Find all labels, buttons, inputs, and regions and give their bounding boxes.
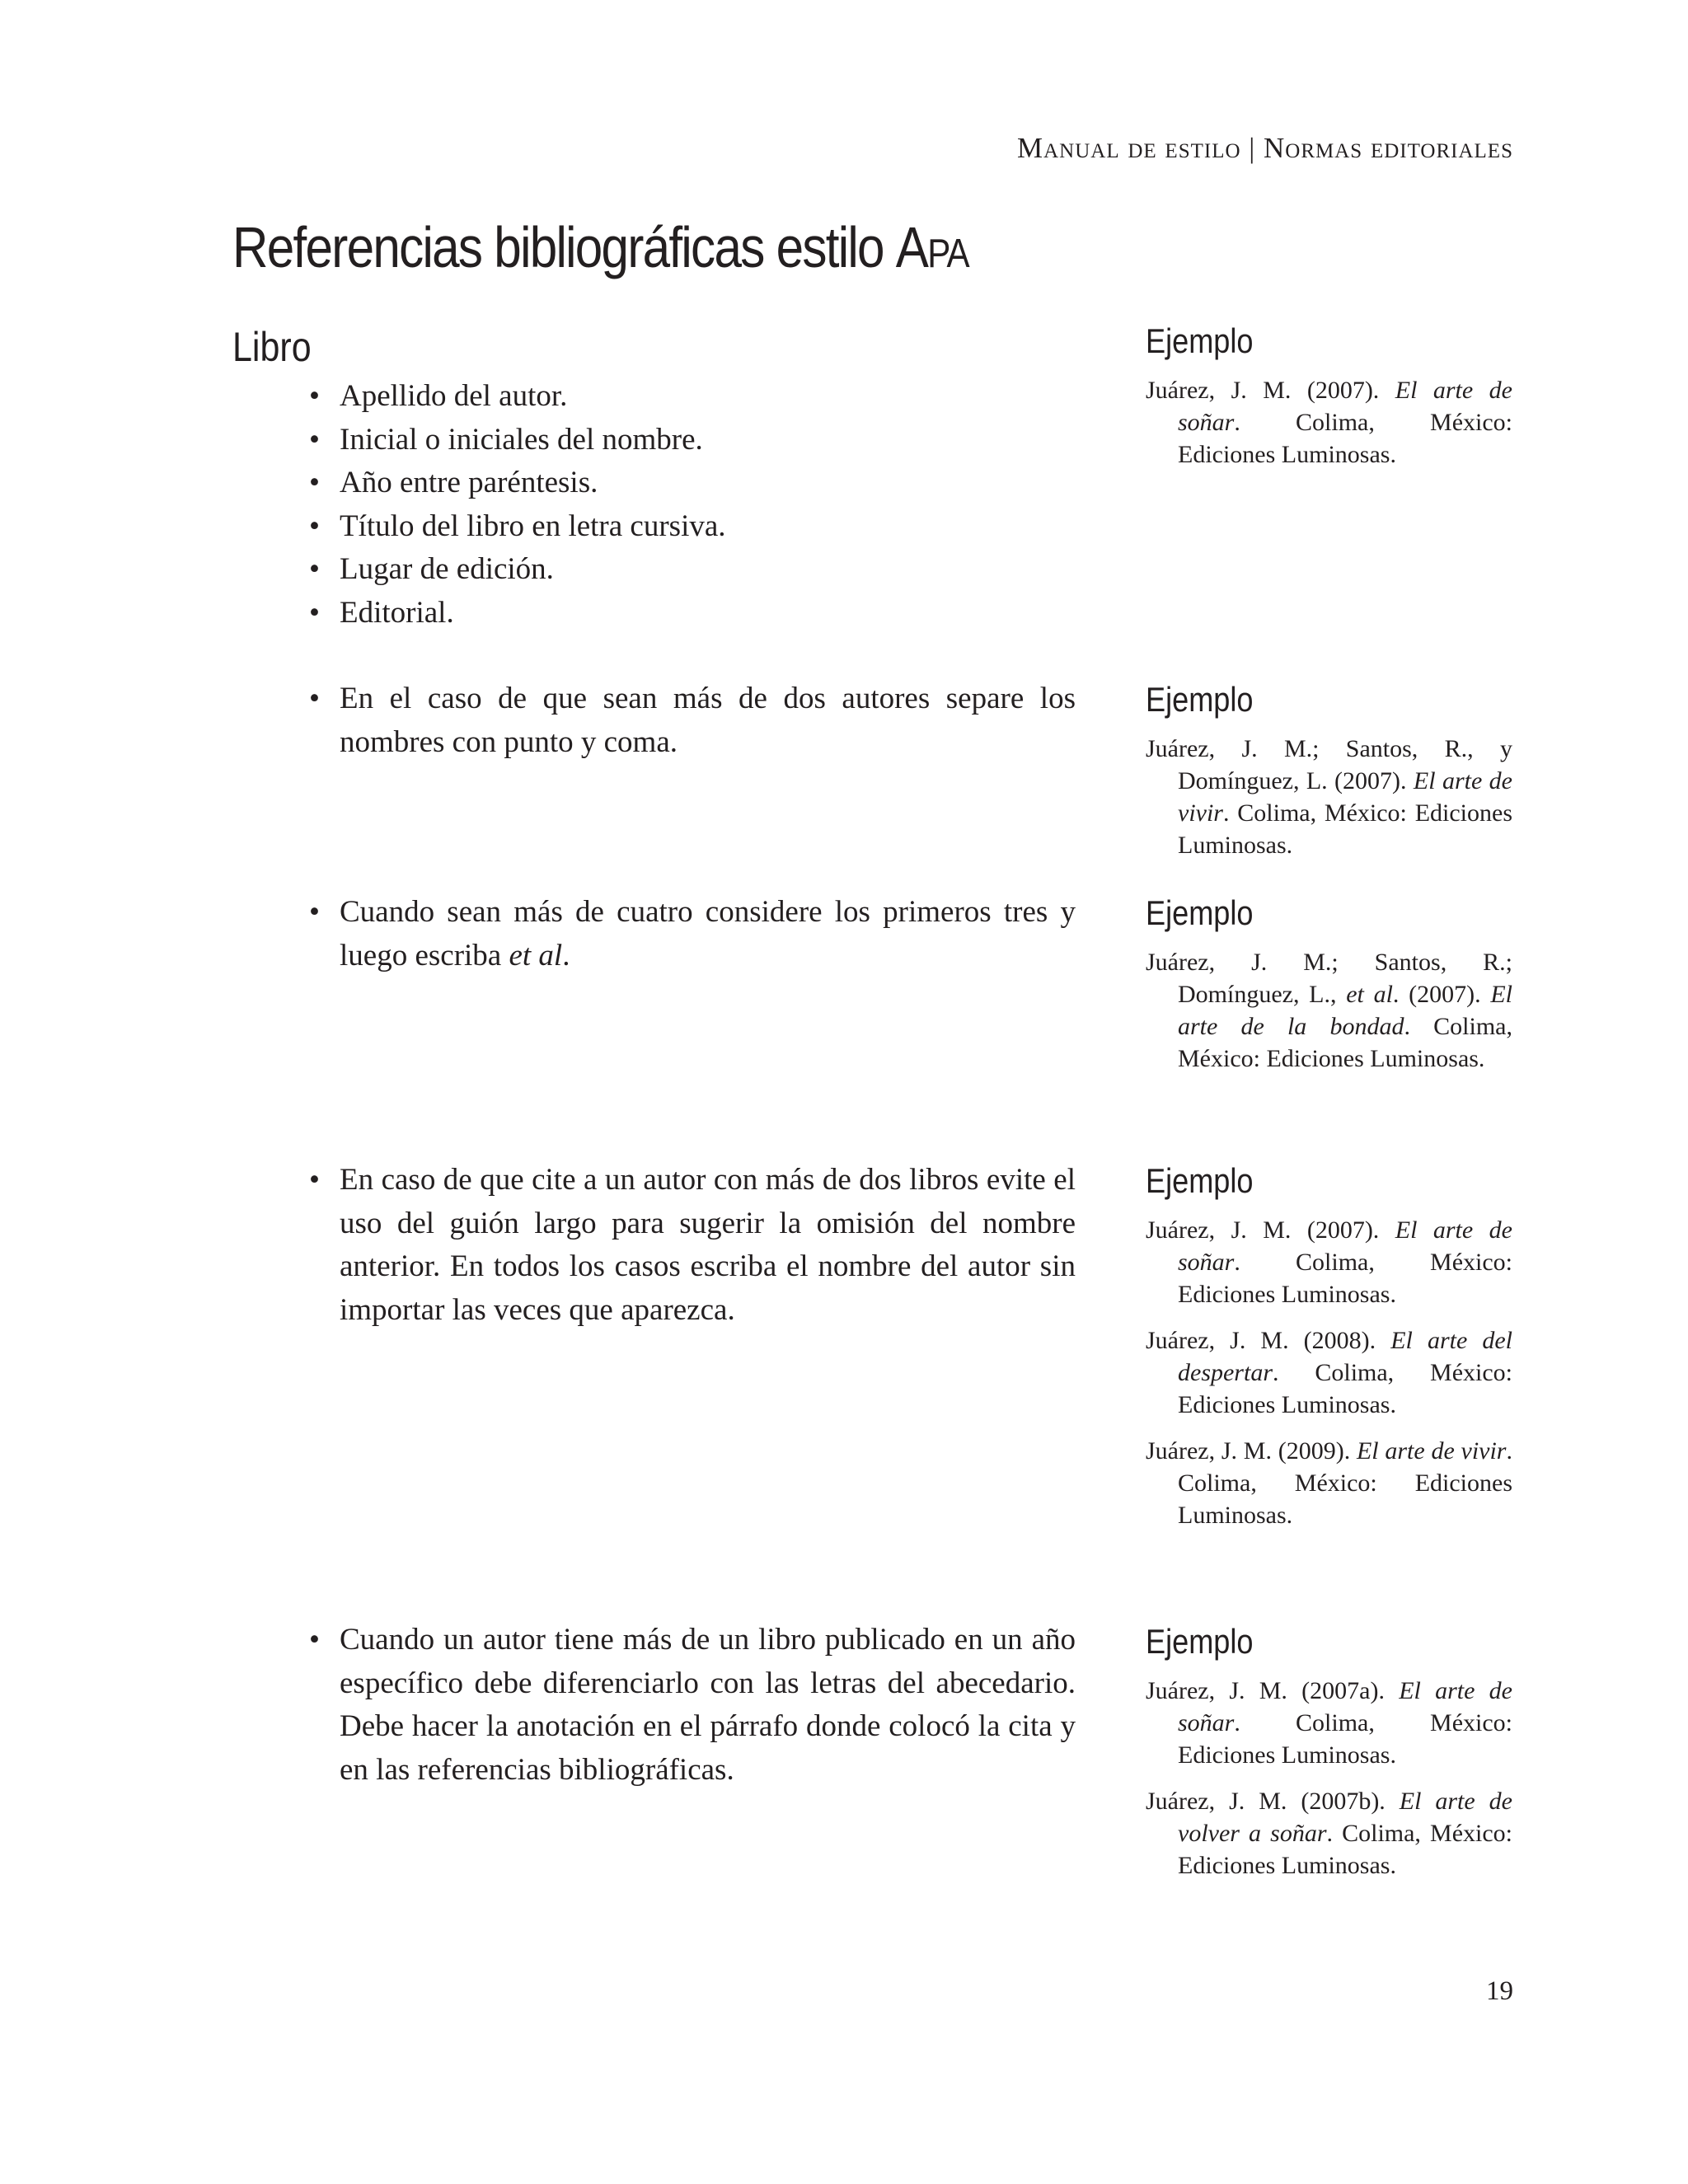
rule-list-3 xyxy=(309,1159,1076,1332)
ref-text: Juárez, J. M. (2007). xyxy=(1146,377,1395,404)
basic-bullet-list xyxy=(309,375,1076,635)
list-item: • Editorial. xyxy=(309,592,1076,635)
title-small-caps: Apa xyxy=(895,215,968,279)
list-item: • Inicial o iniciales del nombre. xyxy=(309,419,1076,462)
example-heading: Ejemplo xyxy=(1146,1161,1254,1200)
ref-title: El arte del despertar xyxy=(1178,1327,1512,1386)
ref-text: . Colima, México: Ediciones Luminosas. xyxy=(1178,409,1512,468)
running-head: Manual de estilo | Normas editoriales xyxy=(1016,132,1513,164)
ref-text: . Colima, México: Ediciones Luminosas. xyxy=(1178,1820,1512,1879)
page-number: 19 xyxy=(1486,1976,1513,2006)
ref-text: Juárez, J. M.; Santos, R., y Domínguez, L. (2007). xyxy=(1146,735,1512,794)
ref-text: . Colima, México: Ediciones Luminosas. xyxy=(1178,1249,1512,1308)
example-block-2 xyxy=(1146,678,1512,875)
rule-list-1 xyxy=(309,677,1076,764)
ref-text: Juárez, J. M. (2009). xyxy=(1146,1437,1357,1465)
example-block-5 xyxy=(1146,1620,1512,1896)
list-item: • Apellido del autor. xyxy=(309,375,1076,419)
ref-title: El arte de vivir xyxy=(1178,767,1512,827)
ref-text: . (2007). xyxy=(1392,981,1491,1008)
rule-item: • En el caso de que sean más de dos autores separe los nombres con punto y coma. xyxy=(309,677,1076,764)
example-heading: Ejemplo xyxy=(1146,893,1254,932)
title-main: Referencias bibliográficas estilo xyxy=(232,215,896,279)
ref-text: Juárez, J. M. (2007a). xyxy=(1146,1677,1400,1704)
rule-item: • En caso de que cite a un autor con más de dos libros evite el uso del guión largo para sugerir la omisión del nombre anterior. En todos los casos escriba el nombre del autor sin importar las veces que aparezca. xyxy=(309,1159,1076,1332)
ref-title: El arte de soñar xyxy=(1178,377,1512,436)
rule-text: Cuando sean más de cuatro considere los primeros tres y luego escriba xyxy=(340,895,1076,972)
reference-entry xyxy=(1146,1785,1512,1882)
reference-entry xyxy=(1146,946,1512,1075)
ref-text: . Colima, México: Ediciones Luminosas. xyxy=(1178,1359,1512,1418)
page-title xyxy=(232,214,968,280)
ref-title: El arte de volver a soñar xyxy=(1178,1788,1512,1847)
rule-list-4 xyxy=(309,1619,1076,1792)
example-heading: Ejemplo xyxy=(1146,1622,1254,1661)
ref-text: . Colima, México: Ediciones Luminosas. xyxy=(1178,799,1512,859)
ref-title: El arte de vivir xyxy=(1356,1437,1507,1465)
section-heading: Libro xyxy=(232,324,312,370)
example-block-3 xyxy=(1146,892,1512,1089)
rule-item: • Cuando un autor tiene más de un libro publicado en un año específico debe diferenciarlo con las letras del abecedario. Debe hacer la anotación en el párrafo donde colocó la cita y en las referencias bibliográficas. xyxy=(309,1619,1076,1792)
ref-text: . Colima, México: Ediciones Luminosas. xyxy=(1178,1437,1512,1529)
ref-text: . Colima, México: Ediciones Luminosas. xyxy=(1178,1013,1512,1072)
ref-italic: et al xyxy=(1346,981,1393,1008)
ref-title: El arte de soñar xyxy=(1178,1216,1512,1276)
rule-italic: et al xyxy=(509,938,563,972)
example-block-1 xyxy=(1146,320,1512,485)
ref-title: El arte de la bondad xyxy=(1178,981,1512,1040)
rule-list-2 xyxy=(309,891,1076,977)
list-item: • Lugar de edición. xyxy=(309,548,1076,592)
reference-entry xyxy=(1146,1435,1512,1531)
example-block-4 xyxy=(1146,1160,1512,1545)
ref-title: El arte de soñar xyxy=(1178,1677,1512,1736)
reference-entry xyxy=(1146,374,1512,471)
ref-text: Juárez, J. M. (2007). xyxy=(1146,1216,1395,1244)
reference-entry xyxy=(1146,1324,1512,1421)
example-heading: Ejemplo xyxy=(1146,321,1254,360)
ref-text: . Colima, México: Ediciones Luminosas. xyxy=(1178,1709,1512,1769)
list-item: • Año entre paréntesis. xyxy=(309,462,1076,505)
list-item: • Título del libro en letra cursiva. xyxy=(309,505,1076,549)
rule-text: . xyxy=(562,938,570,972)
reference-entry xyxy=(1146,733,1512,861)
example-heading: Ejemplo xyxy=(1146,680,1254,719)
reference-entry xyxy=(1146,1214,1512,1310)
ref-text: Juárez, J. M. (2007b). xyxy=(1146,1788,1400,1815)
ref-text: Juárez, J. M.; Santos, R.; Domínguez, L., xyxy=(1146,949,1512,1008)
rule-item xyxy=(309,891,1076,977)
reference-entry xyxy=(1146,1675,1512,1771)
ref-text: Juárez, J. M. (2008). xyxy=(1146,1327,1391,1354)
